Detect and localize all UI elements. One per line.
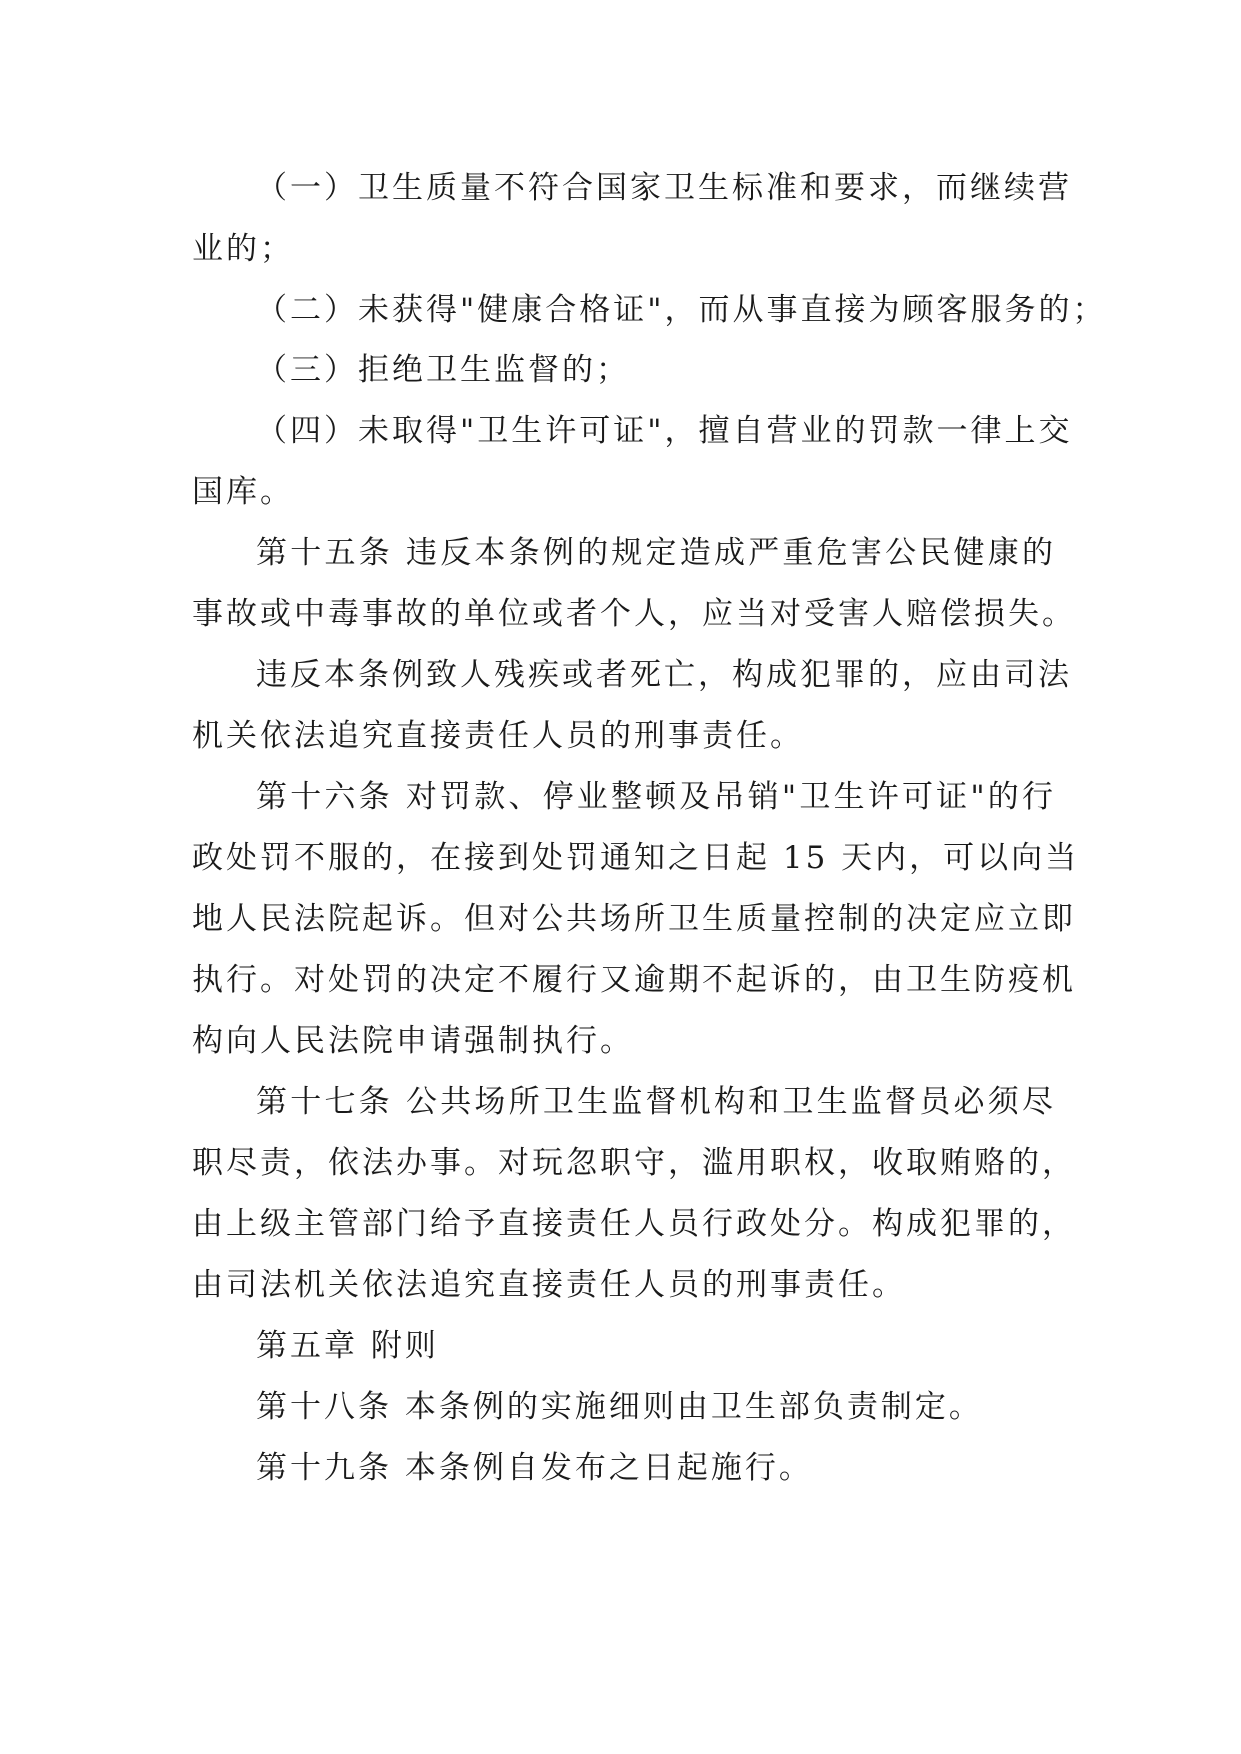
- text-line: （一）卫生质量不符合国家卫生标准和要求，而继续营: [256, 170, 1072, 206]
- text-line: 机关依法追究直接责任人员的刑事责任。: [192, 718, 804, 754]
- chapter-heading: 第五章 附则: [256, 1328, 439, 1364]
- article-heading-line: 第十九条 本条例自发布之日起施行。: [256, 1450, 813, 1486]
- text-line: 地人民法院起诉。但对公共场所卫生质量控制的决定应立即: [192, 901, 1076, 937]
- article-heading-line: 第十七条 公共场所卫生监督机构和卫生监督员必须尽: [256, 1084, 1056, 1120]
- article-heading-line: 第十六条 对罚款、停业整顿及吊销"卫生许可证"的行: [256, 779, 1056, 815]
- text-line: 由上级主管部门给予直接责任人员行政处分。构成犯罪的，: [192, 1206, 1076, 1242]
- text-line: 政处罚不服的，在接到处罚通知之日起 15 天内，可以向当: [192, 840, 1080, 876]
- text-line: （二）未获得"健康合格证"，而从事直接为顾客服务的；: [256, 292, 1107, 328]
- text-line: 构向人民法院申请强制执行。: [192, 1023, 634, 1059]
- article-heading-line: 第十八条 本条例的实施细则由卫生部负责制定。: [256, 1389, 983, 1425]
- text-line: 事故或中毒事故的单位或者个人，应当对受害人赔偿损失。: [192, 596, 1076, 632]
- text-line: 国库。: [192, 474, 294, 510]
- article-heading-line: 第十五条 违反本条例的规定造成严重危害公民健康的: [256, 535, 1056, 571]
- text-line: 执行。对处罚的决定不履行又逾期不起诉的，由卫生防疫机: [192, 962, 1076, 998]
- text-line: 违反本条例致人残疾或者死亡，构成犯罪的，应由司法: [256, 657, 1072, 693]
- text-line: （四）未取得"卫生许可证"，擅自营业的罚款一律上交: [256, 413, 1073, 449]
- text-line: （三）拒绝卫生监督的；: [256, 352, 630, 388]
- text-line: 业的；: [192, 231, 294, 267]
- text-line: 由司法机关依法追究直接责任人员的刑事责任。: [192, 1267, 906, 1303]
- text-line: 职尽责，依法办事。对玩忽职守，滥用职权，收取贿赂的，: [192, 1145, 1076, 1181]
